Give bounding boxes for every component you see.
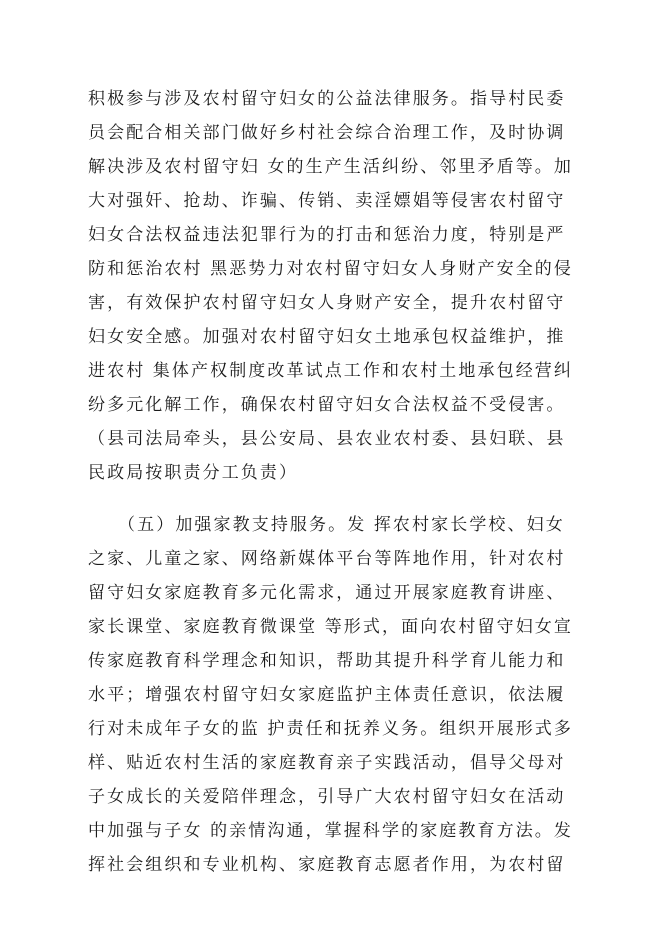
text-line: 之家、儿童之家、网络新媒体平台等阵地作用，针对农村 [88, 549, 566, 569]
text-line: 员会配合相关部门做好乡村社会综合治理工作，及时协调 [88, 123, 566, 143]
text-line: 传家庭教育科学理念和知识，帮助其提升科学育儿能力和 [88, 651, 566, 671]
text-line: 纷多元化解工作，确保农村留守妇女合法权益不受侵害。 [88, 395, 566, 415]
text-line: 留守妇女家庭教育多元化需求，通过开展家庭教育讲座、 [88, 583, 566, 603]
text-line: 积极参与涉及农村留守妇女的公益法律服务。指导村民委 [88, 89, 566, 109]
text-line: 进农村 集体产权制度改革试点工作和农村土地承包经营纠 [88, 361, 574, 381]
text-line: 防和惩治农村 黑恶势力对农村留守妇女人身财产安全的侵 [88, 259, 574, 279]
text-line: （五）加强家教支持服务。发 挥农村家长学校、妇女 [88, 515, 565, 535]
text-line: 大对强奸、抢劫、诈骗、传销、卖淫嫖娼等侵害农村留守 [88, 191, 566, 211]
text-line: 子女成长的关爱陪伴理念，引导广大农村留守妇女在活动 [88, 787, 566, 807]
text-line: 样、贴近农村生活的家庭教育亲子实践活动，倡导父母对 [88, 753, 566, 773]
text-line: 妇女安全感。加强对农村留守妇女土地承包权益维护，推 [88, 327, 566, 347]
text-line: 水平；增强农村留守妇女家庭监护主体责任意识，依法履 [88, 685, 566, 705]
text-line: （县司法局牵头，县公安局、县农业农村委、县妇联、县 [88, 429, 566, 449]
text-line: 解决涉及农村留守妇 女的生产生活纠纷、邻里矛盾等。加 [88, 157, 574, 177]
text-line: 行对未成年子女的监 护责任和抚养义务。组织开展形式多 [88, 719, 574, 739]
text-line: 民政局按职责分工负责） [88, 463, 299, 483]
text-line: 害，有效保护农村留守妇女人身财产安全，提升农村留守 [88, 293, 566, 313]
text-line: 中加强与子女 的亲情沟通，掌握科学的家庭教育方法。发 [88, 821, 574, 841]
text-line: 家长课堂、家庭教育微课堂 等形式，面向农村留守妇女宣 [88, 617, 574, 637]
text-line: 妇女合法权益违法犯罪行为的打击和惩治力度，特别是严 [88, 225, 566, 245]
text-line: 挥社会组织和专业机构、家庭教育志愿者作用，为农村留 [88, 855, 566, 875]
